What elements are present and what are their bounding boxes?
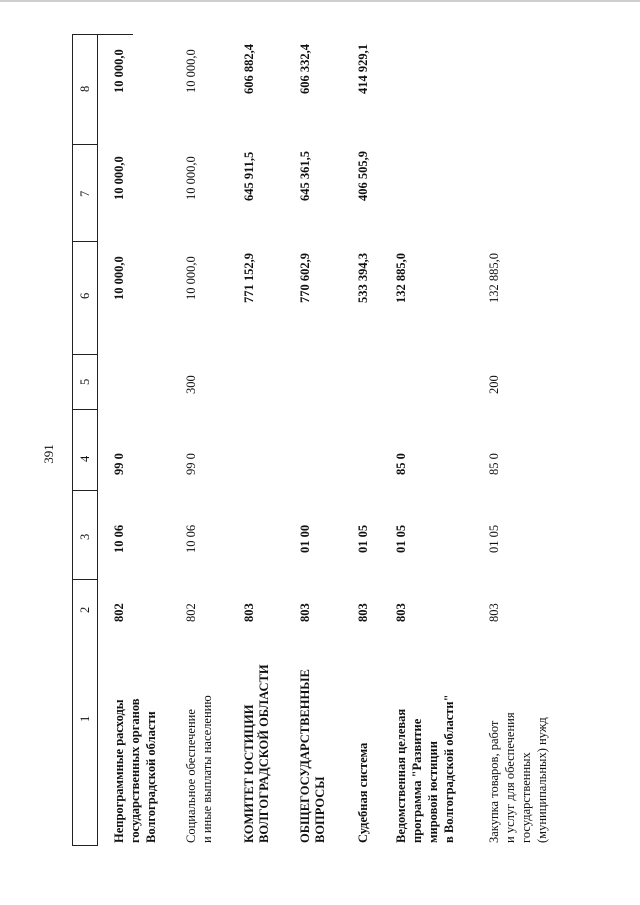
header-rule <box>97 34 98 846</box>
row-0-c7: 10 000,0 <box>112 156 126 200</box>
row-3-c7: 645 361,5 <box>298 151 312 201</box>
row-5-c2: 803 <box>394 603 408 622</box>
row-4-c3: 01 05 <box>356 524 370 553</box>
row-0-c3: 10 06 <box>112 524 126 553</box>
row-2-c6: 771 152,9 <box>242 253 256 303</box>
row-2-c8: 606 882,4 <box>242 44 256 94</box>
col-sep-7-8 <box>72 34 97 35</box>
col-sep-6-7 <box>72 144 97 145</box>
row-1-c2: 802 <box>184 603 198 622</box>
row-5-c4: 85 0 <box>394 453 408 475</box>
row-3-c6: 770 602,9 <box>298 253 312 303</box>
row-3-c2: 803 <box>298 603 312 622</box>
col-sep-3-4 <box>72 409 97 410</box>
row-1-c8: 10 000,0 <box>184 49 198 93</box>
top-rule <box>0 0 640 2</box>
row-1-c7: 10 000,0 <box>184 156 198 200</box>
row-0-name-line-1: государственных органов <box>128 698 142 843</box>
row-5-name-line-3: в Волгоградской области" <box>442 694 456 843</box>
row-1-name-line-1: и иные выплаты населению <box>200 695 214 843</box>
row-1-c3: 10 06 <box>184 524 198 553</box>
row-5-name-line-1: программа "Развитие <box>410 718 424 843</box>
row-6-c4: 85 0 <box>487 453 501 475</box>
row-6-c5: 200 <box>487 375 501 394</box>
row-2-name-line-1: ВОЛГОГРАДСКОЙ ОБЛАСТИ <box>257 664 271 843</box>
row-5-c6: 132 885,0 <box>394 253 408 303</box>
col-sep-5-6 <box>72 241 97 242</box>
row-0-c2: 802 <box>112 603 126 622</box>
row-5-name-line-2: мировой юстиции <box>426 741 440 843</box>
row-3-name-line-0: ОБЩЕГОСУДАРСТВЕННЫЕ <box>298 669 312 843</box>
row-5-c3: 01 05 <box>394 524 408 553</box>
row-1-c5: 300 <box>184 375 198 394</box>
row-2-name-line-0: КОМИТЕТ ЮСТИЦИИ <box>242 704 256 843</box>
header-col-1: 1 <box>78 715 92 722</box>
row-0-c8: 10 000,0 <box>112 49 126 93</box>
col-sep-1-2 <box>72 579 97 580</box>
header-col-3: 3 <box>78 533 92 540</box>
header-col-6: 6 <box>78 292 92 299</box>
row-6-name-line-2: государственных <box>519 752 533 843</box>
table-bottom-rule <box>72 845 97 846</box>
row-6-c6: 132 885,0 <box>487 253 501 303</box>
row-1-name-line-0: Социальное обеспечение <box>184 709 198 843</box>
header-col-7: 7 <box>78 190 92 197</box>
row-4-c2: 803 <box>356 603 370 622</box>
row-1-c6: 10 000,0 <box>184 256 198 300</box>
row-0-name-line-0: Непрограммные расходы <box>112 699 126 843</box>
row-5-name-line-0: Ведомственная целевая <box>394 708 408 843</box>
row-1-c4: 99 0 <box>184 453 198 475</box>
row-6-name-line-0: Закупка товаров, работ <box>487 720 501 843</box>
row-6-c3: 01 05 <box>487 524 501 553</box>
row-3-c8: 606 332,4 <box>298 44 312 94</box>
row-0-c6: 10 000,0 <box>112 256 126 300</box>
row-4-c6: 533 394,3 <box>356 253 370 303</box>
row-3-c3: 01 00 <box>298 524 312 553</box>
row-6-c2: 803 <box>487 603 501 622</box>
row-0-name-line-2: Волгоградской области <box>144 711 158 843</box>
row-4-name-line-0: Судебная система <box>356 742 370 843</box>
page-number: 391 <box>41 444 56 464</box>
header-col-5: 5 <box>78 378 92 385</box>
row-6-name-line-1: и услуг для обеспечения <box>503 712 517 843</box>
col-sep-2-3 <box>72 490 97 491</box>
row-2-c2: 803 <box>242 603 256 622</box>
row-2-c7: 645 911,5 <box>242 151 256 201</box>
row-4-c7: 406 505,9 <box>356 151 370 201</box>
row-0-c4: 99 0 <box>112 453 126 475</box>
header-col-2: 2 <box>78 606 92 613</box>
header-col-8: 8 <box>78 85 92 92</box>
row-4-c8: 414 929,1 <box>356 44 370 94</box>
col-sep-4-5 <box>72 354 97 355</box>
table-left-rule <box>72 34 73 846</box>
header-col-4: 4 <box>78 455 92 462</box>
row-3-name-line-1: ВОПРОСЫ <box>313 776 327 843</box>
row-6-name-line-3: (муниципальных) нужд <box>535 717 549 843</box>
